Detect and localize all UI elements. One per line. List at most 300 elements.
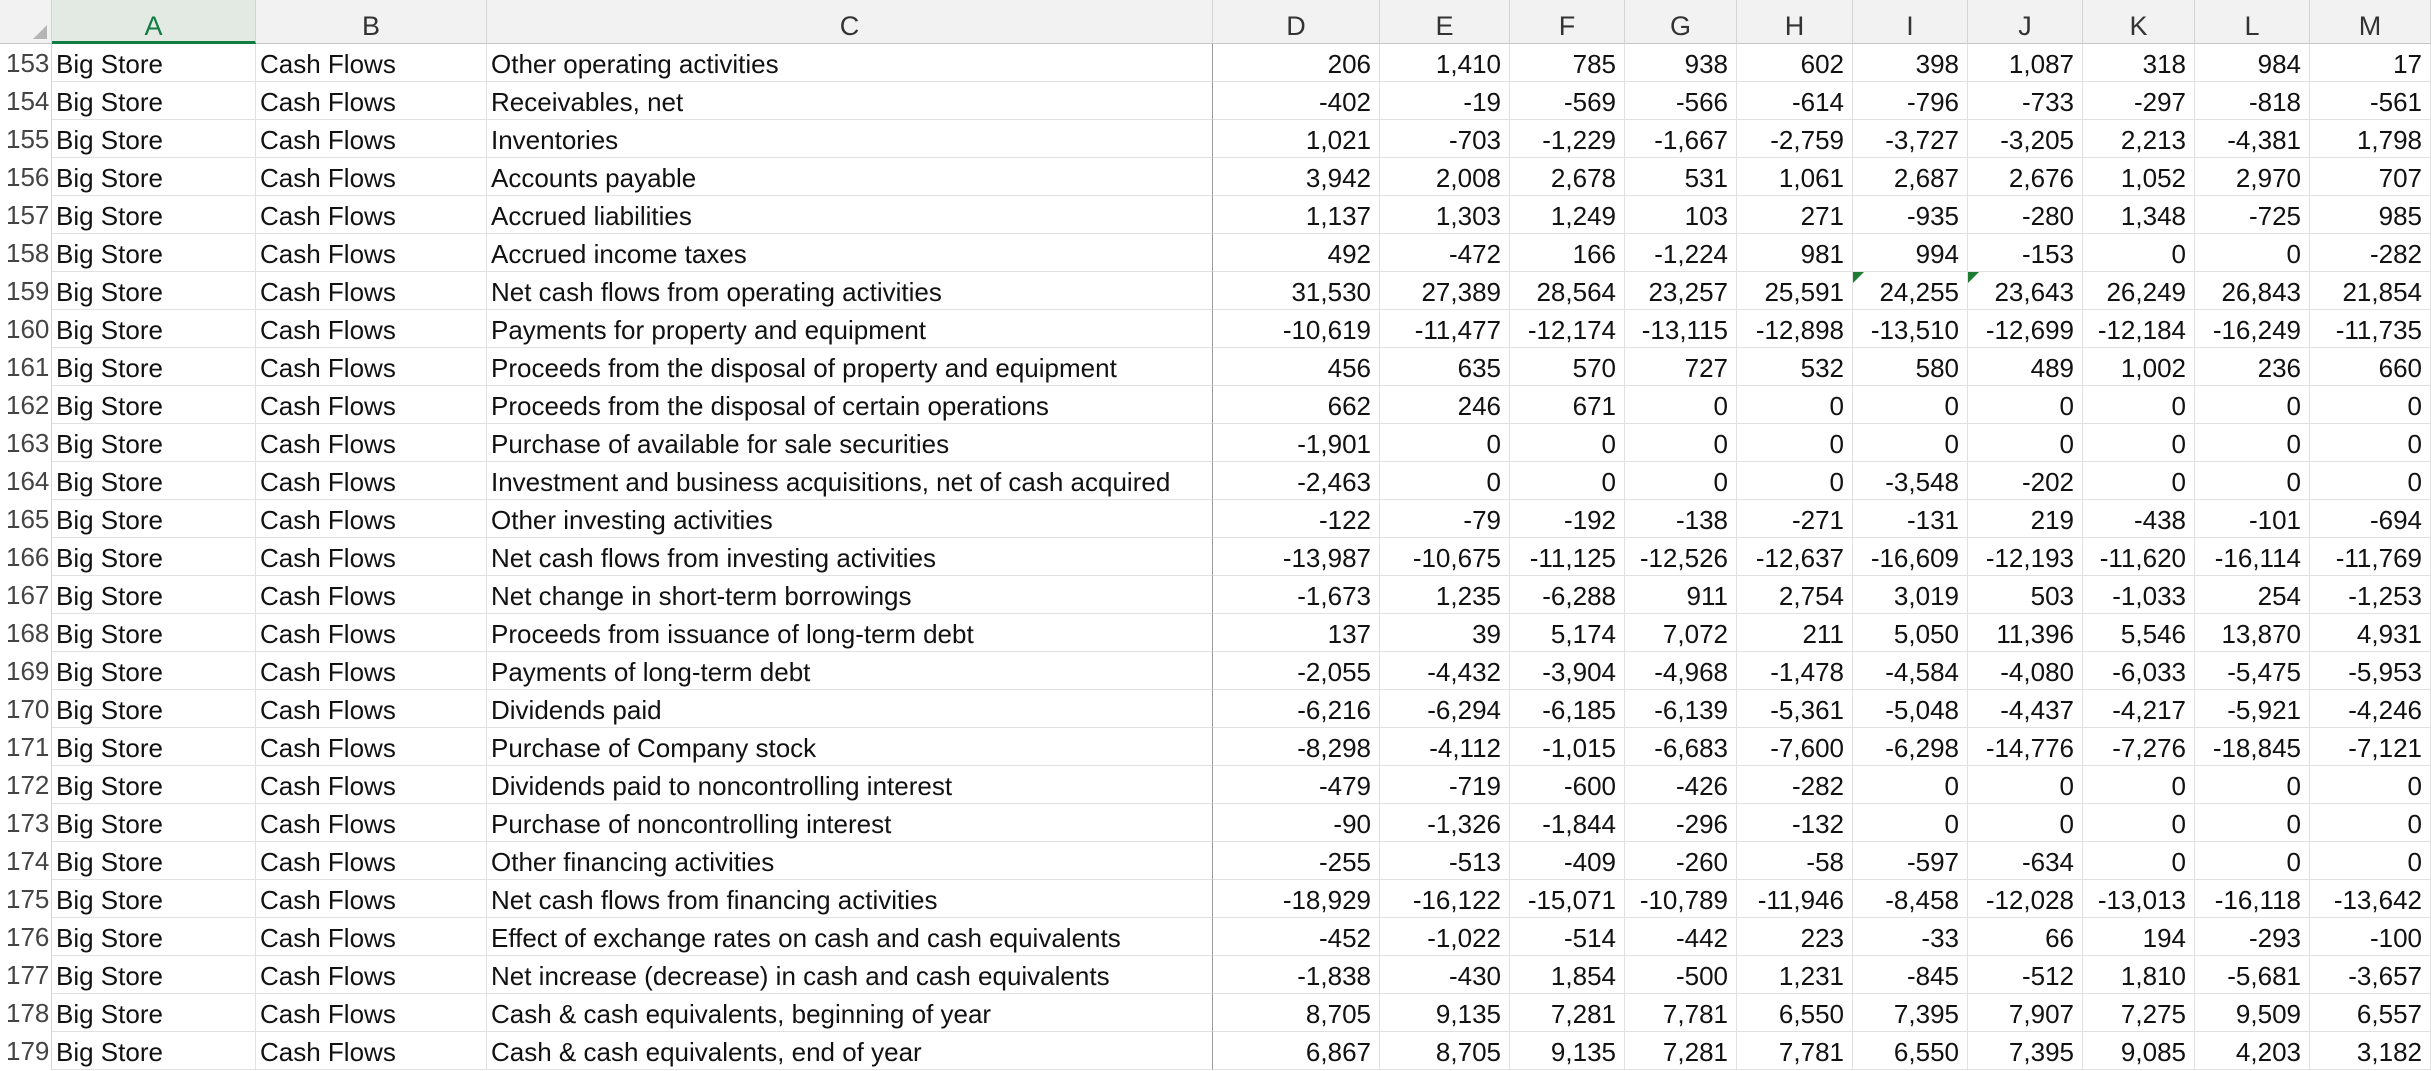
cell-line-item[interactable]: Net cash flows from financing activities bbox=[487, 880, 1213, 918]
cell-value-j[interactable]: 0 bbox=[1968, 386, 2083, 424]
cell-value-k[interactable]: 0 bbox=[2083, 804, 2195, 842]
cell-value-e[interactable]: -703 bbox=[1380, 120, 1510, 158]
cell-company[interactable]: Big Store bbox=[52, 272, 256, 310]
cell-value-l[interactable]: 0 bbox=[2195, 842, 2310, 880]
row-header-160[interactable]: 160 bbox=[0, 310, 52, 348]
cell-value-g[interactable]: -426 bbox=[1625, 766, 1737, 804]
cell-line-item[interactable]: Receivables, net bbox=[487, 82, 1213, 120]
cell-value-e[interactable]: 1,235 bbox=[1380, 576, 1510, 614]
cell-line-item[interactable]: Other financing activities bbox=[487, 842, 1213, 880]
cell-company[interactable]: Big Store bbox=[52, 880, 256, 918]
cell-company[interactable]: Big Store bbox=[52, 196, 256, 234]
cell-statement[interactable]: Cash Flows bbox=[256, 690, 487, 728]
cell-line-item[interactable]: Net increase (decrease) in cash and cash equivalents bbox=[487, 956, 1213, 994]
cell-statement[interactable]: Cash Flows bbox=[256, 272, 487, 310]
cell-value-h[interactable]: -11,946 bbox=[1737, 880, 1853, 918]
cell-value-d[interactable]: 6,867 bbox=[1213, 1032, 1380, 1070]
cell-value-k[interactable]: -4,217 bbox=[2083, 690, 2195, 728]
cell-value-k[interactable]: 7,275 bbox=[2083, 994, 2195, 1032]
cell-company[interactable]: Big Store bbox=[52, 424, 256, 462]
row-header-162[interactable]: 162 bbox=[0, 386, 52, 424]
cell-value-g[interactable]: 7,281 bbox=[1625, 1032, 1737, 1070]
cell-value-k[interactable]: 1,810 bbox=[2083, 956, 2195, 994]
cell-value-i[interactable]: 994 bbox=[1853, 234, 1968, 272]
cell-value-l[interactable]: 0 bbox=[2195, 462, 2310, 500]
cell-value-i[interactable]: 2,687 bbox=[1853, 158, 1968, 196]
cell-value-d[interactable]: -13,987 bbox=[1213, 538, 1380, 576]
cell-company[interactable]: Big Store bbox=[52, 538, 256, 576]
cell-company[interactable]: Big Store bbox=[52, 804, 256, 842]
cell-value-j[interactable]: -12,028 bbox=[1968, 880, 2083, 918]
cell-value-e[interactable]: -4,432 bbox=[1380, 652, 1510, 690]
cell-value-f[interactable]: 7,281 bbox=[1510, 994, 1625, 1032]
cell-statement[interactable]: Cash Flows bbox=[256, 310, 487, 348]
cell-value-h[interactable]: -282 bbox=[1737, 766, 1853, 804]
cell-statement[interactable]: Cash Flows bbox=[256, 652, 487, 690]
cell-value-k[interactable]: -297 bbox=[2083, 82, 2195, 120]
cell-value-j[interactable]: -3,205 bbox=[1968, 120, 2083, 158]
cell-value-k[interactable]: 2,213 bbox=[2083, 120, 2195, 158]
cell-value-i[interactable]: -3,548 bbox=[1853, 462, 1968, 500]
cell-value-f[interactable]: 0 bbox=[1510, 424, 1625, 462]
cell-value-g[interactable]: -13,115 bbox=[1625, 310, 1737, 348]
row-header-171[interactable]: 171 bbox=[0, 728, 52, 766]
cell-value-l[interactable]: -725 bbox=[2195, 196, 2310, 234]
cell-value-j[interactable]: 2,676 bbox=[1968, 158, 2083, 196]
cell-value-k[interactable]: -13,013 bbox=[2083, 880, 2195, 918]
row-header-172[interactable]: 172 bbox=[0, 766, 52, 804]
cell-value-f[interactable]: -11,125 bbox=[1510, 538, 1625, 576]
cell-company[interactable]: Big Store bbox=[52, 728, 256, 766]
cell-company[interactable]: Big Store bbox=[52, 842, 256, 880]
cell-value-d[interactable]: 31,530 bbox=[1213, 272, 1380, 310]
cell-value-k[interactable]: 1,052 bbox=[2083, 158, 2195, 196]
cell-value-g[interactable]: 0 bbox=[1625, 462, 1737, 500]
cell-value-e[interactable]: -1,326 bbox=[1380, 804, 1510, 842]
cell-value-j[interactable]: 7,395 bbox=[1968, 1032, 2083, 1070]
cell-value-m[interactable]: -694 bbox=[2310, 500, 2431, 538]
cell-value-h[interactable]: 1,061 bbox=[1737, 158, 1853, 196]
cell-value-h[interactable]: -7,600 bbox=[1737, 728, 1853, 766]
cell-statement[interactable]: Cash Flows bbox=[256, 918, 487, 956]
cell-value-d[interactable]: -18,929 bbox=[1213, 880, 1380, 918]
cell-value-m[interactable]: 0 bbox=[2310, 804, 2431, 842]
cell-value-h[interactable]: 532 bbox=[1737, 348, 1853, 386]
cell-company[interactable]: Big Store bbox=[52, 918, 256, 956]
cell-statement[interactable]: Cash Flows bbox=[256, 44, 487, 82]
cell-value-l[interactable]: 0 bbox=[2195, 234, 2310, 272]
cell-value-d[interactable]: 662 bbox=[1213, 386, 1380, 424]
cell-company[interactable]: Big Store bbox=[52, 690, 256, 728]
cell-value-m[interactable]: -13,642 bbox=[2310, 880, 2431, 918]
cell-value-i[interactable]: 0 bbox=[1853, 386, 1968, 424]
cell-value-g[interactable]: 727 bbox=[1625, 348, 1737, 386]
cell-value-h[interactable]: 0 bbox=[1737, 386, 1853, 424]
select-all-corner[interactable] bbox=[0, 0, 52, 44]
cell-value-i[interactable]: 0 bbox=[1853, 424, 1968, 462]
row-header-173[interactable]: 173 bbox=[0, 804, 52, 842]
cell-statement[interactable]: Cash Flows bbox=[256, 804, 487, 842]
row-header-158[interactable]: 158 bbox=[0, 234, 52, 272]
cell-statement[interactable]: Cash Flows bbox=[256, 766, 487, 804]
cell-value-d[interactable]: 456 bbox=[1213, 348, 1380, 386]
cell-statement[interactable]: Cash Flows bbox=[256, 424, 487, 462]
cell-value-h[interactable]: -12,898 bbox=[1737, 310, 1853, 348]
cell-value-e[interactable]: 0 bbox=[1380, 424, 1510, 462]
cell-value-k[interactable]: 0 bbox=[2083, 842, 2195, 880]
cell-value-f[interactable]: 2,678 bbox=[1510, 158, 1625, 196]
cell-value-e[interactable]: 9,135 bbox=[1380, 994, 1510, 1032]
cell-value-g[interactable]: 7,072 bbox=[1625, 614, 1737, 652]
cell-value-k[interactable]: -12,184 bbox=[2083, 310, 2195, 348]
cell-value-k[interactable]: -7,276 bbox=[2083, 728, 2195, 766]
cell-value-d[interactable]: 1,137 bbox=[1213, 196, 1380, 234]
cell-value-f[interactable]: -1,015 bbox=[1510, 728, 1625, 766]
cell-value-e[interactable]: -472 bbox=[1380, 234, 1510, 272]
row-header-176[interactable]: 176 bbox=[0, 918, 52, 956]
cell-value-j[interactable]: 23,643 bbox=[1968, 272, 2083, 310]
cell-statement[interactable]: Cash Flows bbox=[256, 82, 487, 120]
cell-value-h[interactable]: -5,361 bbox=[1737, 690, 1853, 728]
row-header-163[interactable]: 163 bbox=[0, 424, 52, 462]
cell-value-j[interactable]: 7,907 bbox=[1968, 994, 2083, 1032]
cell-value-j[interactable]: -153 bbox=[1968, 234, 2083, 272]
column-header-a[interactable]: A bbox=[52, 0, 256, 44]
row-header-159[interactable]: 159 bbox=[0, 272, 52, 310]
cell-value-l[interactable]: -16,114 bbox=[2195, 538, 2310, 576]
cell-value-h[interactable]: 223 bbox=[1737, 918, 1853, 956]
cell-value-d[interactable]: 137 bbox=[1213, 614, 1380, 652]
cell-value-g[interactable]: 911 bbox=[1625, 576, 1737, 614]
cell-value-m[interactable]: -7,121 bbox=[2310, 728, 2431, 766]
cell-line-item[interactable]: Accounts payable bbox=[487, 158, 1213, 196]
cell-line-item[interactable]: Proceeds from the disposal of certain operations bbox=[487, 386, 1213, 424]
cell-value-f[interactable]: 5,174 bbox=[1510, 614, 1625, 652]
cell-company[interactable]: Big Store bbox=[52, 576, 256, 614]
cell-statement[interactable]: Cash Flows bbox=[256, 614, 487, 652]
cell-value-d[interactable]: 3,942 bbox=[1213, 158, 1380, 196]
cell-value-k[interactable]: 0 bbox=[2083, 766, 2195, 804]
cell-line-item[interactable]: Investment and business acquisitions, net of cash acquired bbox=[487, 462, 1213, 500]
cell-company[interactable]: Big Store bbox=[52, 82, 256, 120]
cell-value-d[interactable]: -10,619 bbox=[1213, 310, 1380, 348]
cell-value-i[interactable]: -4,584 bbox=[1853, 652, 1968, 690]
cell-value-h[interactable]: -58 bbox=[1737, 842, 1853, 880]
cell-value-k[interactable]: 318 bbox=[2083, 44, 2195, 82]
cell-value-h[interactable]: 602 bbox=[1737, 44, 1853, 82]
cell-value-j[interactable]: -202 bbox=[1968, 462, 2083, 500]
cell-value-f[interactable]: 671 bbox=[1510, 386, 1625, 424]
cell-value-m[interactable]: 4,931 bbox=[2310, 614, 2431, 652]
cell-value-j[interactable]: -4,437 bbox=[1968, 690, 2083, 728]
cell-statement[interactable]: Cash Flows bbox=[256, 386, 487, 424]
cell-value-m[interactable]: 0 bbox=[2310, 424, 2431, 462]
cell-line-item[interactable]: Other operating activities bbox=[487, 44, 1213, 82]
cell-value-m[interactable]: -11,735 bbox=[2310, 310, 2431, 348]
cell-value-i[interactable]: 580 bbox=[1853, 348, 1968, 386]
cell-value-d[interactable]: -479 bbox=[1213, 766, 1380, 804]
cell-value-e[interactable]: -1,022 bbox=[1380, 918, 1510, 956]
cell-company[interactable]: Big Store bbox=[52, 158, 256, 196]
cell-value-g[interactable]: 0 bbox=[1625, 424, 1737, 462]
cell-value-l[interactable]: 236 bbox=[2195, 348, 2310, 386]
column-header-k[interactable]: K bbox=[2083, 0, 2195, 44]
cell-value-e[interactable]: -10,675 bbox=[1380, 538, 1510, 576]
cell-company[interactable]: Big Store bbox=[52, 614, 256, 652]
cell-value-m[interactable]: 0 bbox=[2310, 462, 2431, 500]
cell-value-k[interactable]: 1,348 bbox=[2083, 196, 2195, 234]
cell-value-l[interactable]: 2,970 bbox=[2195, 158, 2310, 196]
cell-value-k[interactable]: -11,620 bbox=[2083, 538, 2195, 576]
cell-value-m[interactable]: 1,798 bbox=[2310, 120, 2431, 158]
cell-value-l[interactable]: -16,249 bbox=[2195, 310, 2310, 348]
row-header-167[interactable]: 167 bbox=[0, 576, 52, 614]
cell-value-l[interactable]: -293 bbox=[2195, 918, 2310, 956]
cell-value-k[interactable]: -438 bbox=[2083, 500, 2195, 538]
cell-value-j[interactable]: 489 bbox=[1968, 348, 2083, 386]
cell-value-f[interactable]: -514 bbox=[1510, 918, 1625, 956]
cell-line-item[interactable]: Net cash flows from operating activities bbox=[487, 272, 1213, 310]
cell-line-item[interactable]: Proceeds from the disposal of property and equipment bbox=[487, 348, 1213, 386]
cell-value-l[interactable]: 984 bbox=[2195, 44, 2310, 82]
row-header-177[interactable]: 177 bbox=[0, 956, 52, 994]
cell-value-h[interactable]: -1,478 bbox=[1737, 652, 1853, 690]
cell-value-g[interactable]: -6,683 bbox=[1625, 728, 1737, 766]
cell-value-j[interactable]: -12,193 bbox=[1968, 538, 2083, 576]
cell-value-i[interactable]: -597 bbox=[1853, 842, 1968, 880]
cell-value-i[interactable]: 6,550 bbox=[1853, 1032, 1968, 1070]
cell-value-e[interactable]: -719 bbox=[1380, 766, 1510, 804]
cell-value-h[interactable]: 0 bbox=[1737, 424, 1853, 462]
cell-line-item[interactable]: Accrued income taxes bbox=[487, 234, 1213, 272]
cell-value-g[interactable]: 23,257 bbox=[1625, 272, 1737, 310]
cell-value-e[interactable]: 246 bbox=[1380, 386, 1510, 424]
cell-value-j[interactable]: 0 bbox=[1968, 766, 2083, 804]
cell-value-f[interactable]: -6,288 bbox=[1510, 576, 1625, 614]
cell-value-f[interactable]: 0 bbox=[1510, 462, 1625, 500]
cell-value-g[interactable]: 0 bbox=[1625, 386, 1737, 424]
cell-value-k[interactable]: 0 bbox=[2083, 386, 2195, 424]
cell-value-h[interactable]: 6,550 bbox=[1737, 994, 1853, 1032]
cell-value-d[interactable]: -452 bbox=[1213, 918, 1380, 956]
cell-value-j[interactable]: -512 bbox=[1968, 956, 2083, 994]
cell-value-d[interactable]: -90 bbox=[1213, 804, 1380, 842]
cell-company[interactable]: Big Store bbox=[52, 310, 256, 348]
cell-value-j[interactable]: 503 bbox=[1968, 576, 2083, 614]
cell-value-j[interactable]: 66 bbox=[1968, 918, 2083, 956]
cell-value-m[interactable]: -4,246 bbox=[2310, 690, 2431, 728]
row-header-178[interactable]: 178 bbox=[0, 994, 52, 1032]
cell-line-item[interactable]: Purchase of available for sale securities bbox=[487, 424, 1213, 462]
cell-value-m[interactable]: 6,557 bbox=[2310, 994, 2431, 1032]
cell-value-h[interactable]: -2,759 bbox=[1737, 120, 1853, 158]
cell-value-e[interactable]: 1,303 bbox=[1380, 196, 1510, 234]
cell-value-l[interactable]: 0 bbox=[2195, 766, 2310, 804]
cell-value-l[interactable]: -4,381 bbox=[2195, 120, 2310, 158]
cell-value-d[interactable]: -1,838 bbox=[1213, 956, 1380, 994]
cell-value-f[interactable]: -3,904 bbox=[1510, 652, 1625, 690]
cell-value-l[interactable]: -101 bbox=[2195, 500, 2310, 538]
cell-value-e[interactable]: -4,112 bbox=[1380, 728, 1510, 766]
cell-statement[interactable]: Cash Flows bbox=[256, 994, 487, 1032]
cell-value-i[interactable]: -33 bbox=[1853, 918, 1968, 956]
cell-value-g[interactable]: 103 bbox=[1625, 196, 1737, 234]
cell-statement[interactable]: Cash Flows bbox=[256, 842, 487, 880]
row-header-155[interactable]: 155 bbox=[0, 120, 52, 158]
cell-value-k[interactable]: 194 bbox=[2083, 918, 2195, 956]
cell-value-f[interactable]: 1,249 bbox=[1510, 196, 1625, 234]
cell-value-i[interactable]: 398 bbox=[1853, 44, 1968, 82]
row-header-157[interactable]: 157 bbox=[0, 196, 52, 234]
cell-value-j[interactable]: -12,699 bbox=[1968, 310, 2083, 348]
cell-value-k[interactable]: 0 bbox=[2083, 424, 2195, 462]
cell-value-d[interactable]: -8,298 bbox=[1213, 728, 1380, 766]
cell-value-f[interactable]: -192 bbox=[1510, 500, 1625, 538]
cell-value-f[interactable]: -15,071 bbox=[1510, 880, 1625, 918]
cell-value-l[interactable]: 4,203 bbox=[2195, 1032, 2310, 1070]
cell-value-i[interactable]: -796 bbox=[1853, 82, 1968, 120]
cell-value-f[interactable]: -569 bbox=[1510, 82, 1625, 120]
cell-line-item[interactable]: Accrued liabilities bbox=[487, 196, 1213, 234]
cell-value-f[interactable]: -6,185 bbox=[1510, 690, 1625, 728]
cell-value-i[interactable]: 5,050 bbox=[1853, 614, 1968, 652]
cell-value-f[interactable]: -409 bbox=[1510, 842, 1625, 880]
cell-line-item[interactable]: Payments for property and equipment bbox=[487, 310, 1213, 348]
cell-value-m[interactable]: 21,854 bbox=[2310, 272, 2431, 310]
column-header-d[interactable]: D bbox=[1213, 0, 1380, 44]
row-header-166[interactable]: 166 bbox=[0, 538, 52, 576]
cell-value-f[interactable]: -600 bbox=[1510, 766, 1625, 804]
cell-statement[interactable]: Cash Flows bbox=[256, 158, 487, 196]
cell-line-item[interactable]: Cash & cash equivalents, beginning of year bbox=[487, 994, 1213, 1032]
cell-value-h[interactable]: 1,231 bbox=[1737, 956, 1853, 994]
cell-value-d[interactable]: -402 bbox=[1213, 82, 1380, 120]
cell-value-f[interactable]: 785 bbox=[1510, 44, 1625, 82]
cell-value-i[interactable]: -16,609 bbox=[1853, 538, 1968, 576]
cell-value-l[interactable]: 9,509 bbox=[2195, 994, 2310, 1032]
cell-company[interactable]: Big Store bbox=[52, 500, 256, 538]
cell-value-h[interactable]: -614 bbox=[1737, 82, 1853, 120]
cell-statement[interactable]: Cash Flows bbox=[256, 880, 487, 918]
cell-value-j[interactable]: 1,087 bbox=[1968, 44, 2083, 82]
cell-statement[interactable]: Cash Flows bbox=[256, 1032, 487, 1070]
cell-value-e[interactable]: -6,294 bbox=[1380, 690, 1510, 728]
cell-value-i[interactable]: -13,510 bbox=[1853, 310, 1968, 348]
cell-value-f[interactable]: 570 bbox=[1510, 348, 1625, 386]
cell-value-g[interactable]: 7,781 bbox=[1625, 994, 1737, 1032]
cell-value-j[interactable]: -280 bbox=[1968, 196, 2083, 234]
cell-value-e[interactable]: 0 bbox=[1380, 462, 1510, 500]
cell-value-f[interactable]: 28,564 bbox=[1510, 272, 1625, 310]
cell-value-l[interactable]: 254 bbox=[2195, 576, 2310, 614]
cell-value-j[interactable]: -634 bbox=[1968, 842, 2083, 880]
cell-value-d[interactable]: -122 bbox=[1213, 500, 1380, 538]
cell-company[interactable]: Big Store bbox=[52, 1032, 256, 1070]
cell-value-j[interactable]: -733 bbox=[1968, 82, 2083, 120]
cell-value-k[interactable]: 26,249 bbox=[2083, 272, 2195, 310]
cell-value-m[interactable]: 985 bbox=[2310, 196, 2431, 234]
cell-line-item[interactable]: Cash & cash equivalents, end of year bbox=[487, 1032, 1213, 1070]
cell-statement[interactable]: Cash Flows bbox=[256, 120, 487, 158]
cell-value-e[interactable]: -19 bbox=[1380, 82, 1510, 120]
cell-value-g[interactable]: 938 bbox=[1625, 44, 1737, 82]
cell-value-g[interactable]: -12,526 bbox=[1625, 538, 1737, 576]
cell-value-l[interactable]: -5,475 bbox=[2195, 652, 2310, 690]
row-header-161[interactable]: 161 bbox=[0, 348, 52, 386]
cell-company[interactable]: Big Store bbox=[52, 120, 256, 158]
row-header-153[interactable]: 153 bbox=[0, 44, 52, 82]
row-header-165[interactable]: 165 bbox=[0, 500, 52, 538]
row-header-179[interactable]: 179 bbox=[0, 1032, 52, 1070]
cell-line-item[interactable]: Inventories bbox=[487, 120, 1213, 158]
cell-value-m[interactable]: -3,657 bbox=[2310, 956, 2431, 994]
cell-line-item[interactable]: Payments of long-term debt bbox=[487, 652, 1213, 690]
row-header-169[interactable]: 169 bbox=[0, 652, 52, 690]
cell-value-g[interactable]: -6,139 bbox=[1625, 690, 1737, 728]
cell-company[interactable]: Big Store bbox=[52, 462, 256, 500]
cell-statement[interactable]: Cash Flows bbox=[256, 348, 487, 386]
cell-value-h[interactable]: 7,781 bbox=[1737, 1032, 1853, 1070]
cell-value-m[interactable]: -11,769 bbox=[2310, 538, 2431, 576]
cell-value-d[interactable]: -2,463 bbox=[1213, 462, 1380, 500]
column-header-g[interactable]: G bbox=[1625, 0, 1737, 44]
cell-value-m[interactable]: 17 bbox=[2310, 44, 2431, 82]
cell-value-h[interactable]: 981 bbox=[1737, 234, 1853, 272]
cell-value-m[interactable]: -561 bbox=[2310, 82, 2431, 120]
row-header-170[interactable]: 170 bbox=[0, 690, 52, 728]
cell-value-i[interactable]: 0 bbox=[1853, 766, 1968, 804]
column-header-h[interactable]: H bbox=[1737, 0, 1853, 44]
cell-value-m[interactable]: -5,953 bbox=[2310, 652, 2431, 690]
cell-value-m[interactable]: -100 bbox=[2310, 918, 2431, 956]
cell-statement[interactable]: Cash Flows bbox=[256, 462, 487, 500]
cell-value-e[interactable]: -16,122 bbox=[1380, 880, 1510, 918]
cell-value-i[interactable]: -5,048 bbox=[1853, 690, 1968, 728]
cell-company[interactable]: Big Store bbox=[52, 766, 256, 804]
cell-value-d[interactable]: -2,055 bbox=[1213, 652, 1380, 690]
cell-company[interactable]: Big Store bbox=[52, 234, 256, 272]
column-header-j[interactable]: J bbox=[1968, 0, 2083, 44]
cell-value-i[interactable]: 3,019 bbox=[1853, 576, 1968, 614]
cell-value-k[interactable]: -6,033 bbox=[2083, 652, 2195, 690]
cell-value-i[interactable]: 7,395 bbox=[1853, 994, 1968, 1032]
cell-value-d[interactable]: -1,673 bbox=[1213, 576, 1380, 614]
cell-value-f[interactable]: 1,854 bbox=[1510, 956, 1625, 994]
cell-value-d[interactable]: -255 bbox=[1213, 842, 1380, 880]
cell-statement[interactable]: Cash Flows bbox=[256, 500, 487, 538]
cell-value-g[interactable]: -260 bbox=[1625, 842, 1737, 880]
cell-value-g[interactable]: -442 bbox=[1625, 918, 1737, 956]
cell-value-l[interactable]: -18,845 bbox=[2195, 728, 2310, 766]
cell-value-m[interactable]: 3,182 bbox=[2310, 1032, 2431, 1070]
cell-value-l[interactable]: -5,921 bbox=[2195, 690, 2310, 728]
cell-value-h[interactable]: 271 bbox=[1737, 196, 1853, 234]
cell-value-h[interactable]: 25,591 bbox=[1737, 272, 1853, 310]
cell-value-k[interactable]: 5,546 bbox=[2083, 614, 2195, 652]
column-header-l[interactable]: L bbox=[2195, 0, 2310, 44]
cell-value-l[interactable]: -818 bbox=[2195, 82, 2310, 120]
cell-value-h[interactable]: 0 bbox=[1737, 462, 1853, 500]
column-header-m[interactable]: M bbox=[2310, 0, 2431, 44]
column-header-b[interactable]: B bbox=[256, 0, 487, 44]
cell-value-j[interactable]: 0 bbox=[1968, 804, 2083, 842]
row-header-174[interactable]: 174 bbox=[0, 842, 52, 880]
cell-value-e[interactable]: -430 bbox=[1380, 956, 1510, 994]
row-header-154[interactable]: 154 bbox=[0, 82, 52, 120]
cell-value-e[interactable]: 2,008 bbox=[1380, 158, 1510, 196]
cell-value-i[interactable]: -6,298 bbox=[1853, 728, 1968, 766]
cell-value-e[interactable]: -79 bbox=[1380, 500, 1510, 538]
